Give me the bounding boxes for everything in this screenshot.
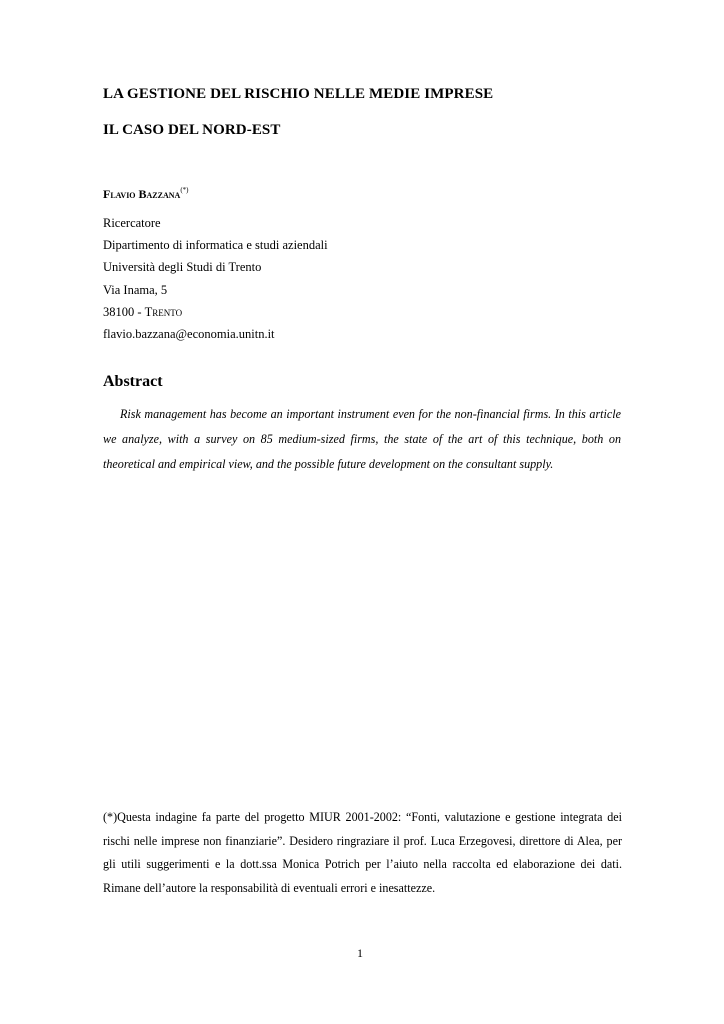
affiliation-street: Via Inama, 5 <box>103 282 168 297</box>
author-footnote-marker: (*) <box>180 186 189 194</box>
affiliation-city: Trento <box>144 304 183 319</box>
affiliation-university: Università degli Studi di Trento <box>103 260 262 275</box>
paper-title: LA GESTIONE DEL RISCHIO NELLE MEDIE IMPRESE <box>103 86 494 102</box>
paper-subtitle: IL CASO DEL NORD-EST <box>103 122 281 138</box>
affiliation-email: flavio.bazzana@economia.unitn.it <box>103 327 275 342</box>
author-name-text: Flavio Bazzana <box>103 187 181 201</box>
footnote: (*)Questa indagine fa parte del progetto MIUR 2001-2002: “Fonti, valutazione e gestione integrata dei rischi nelle imprese non finanziarie”. Desidero ringraziare il prof. Luca Erzegovesi, direttore di Alea, per gli utili suggerimenti e la dott.ssa Monica Potrich per l’aiuto nella raccolta ed elaborazione dei dati. Rimane dell’autore la responsabilità di eventuali errori e inesattezze. <box>103 810 622 895</box>
affiliation-postcode: 38100 - <box>103 304 145 319</box>
author-affiliation <box>103 212 328 345</box>
author-name <box>103 186 188 202</box>
abstract-heading: Abstract <box>103 373 163 390</box>
page-number: 1 <box>357 946 363 960</box>
affiliation-department: Dipartimento di informatica e studi aziendali <box>103 238 328 253</box>
abstract-text: Risk management has become an important instrument even for the non-financial firms. In this article we analyze, with a survey on 85 medium-sized firms, the state of the art of this technique, both on theoretical and empirical view, and the possible future development on the consultant supply. <box>103 407 621 471</box>
affiliation-city-line <box>103 301 328 323</box>
affiliation-role: Ricercatore <box>103 216 161 230</box>
